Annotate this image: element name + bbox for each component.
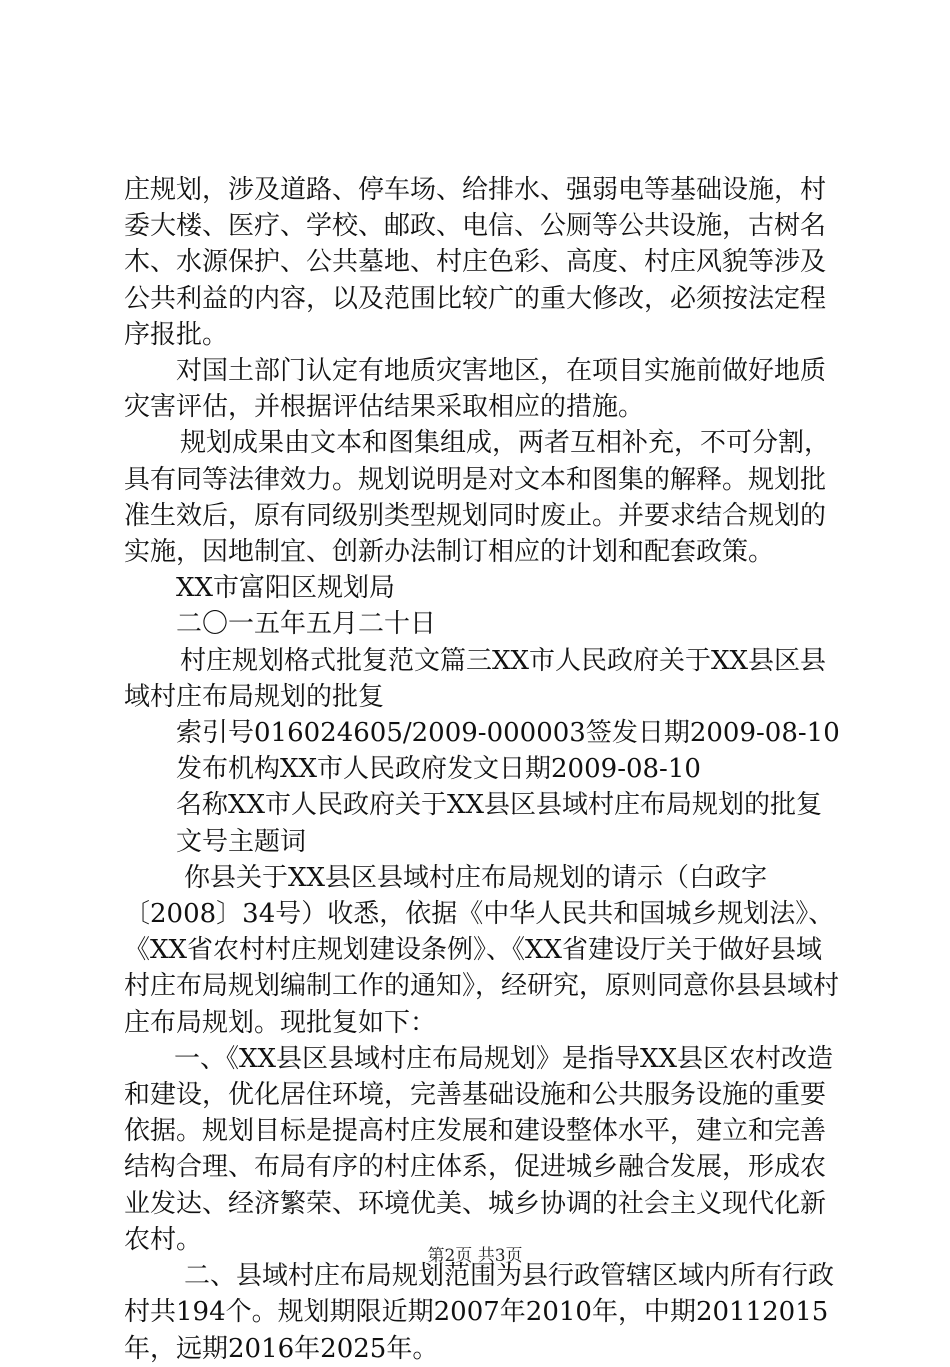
document-number-line: 文号主题词 [176, 826, 307, 857]
page-number-footer: 第2页 共3页 [427, 1246, 523, 1266]
paragraph-item-two: 二、县域村庄布局规划范围为县行政管辖区域内所有行政村共194个。规划期限近期2007年2010年，中期20112015年，远期2016年2025年。 [124, 1261, 835, 1364]
paragraph-planning-approval: 庄规划，涉及道路、停车场、给排水、强弱电等基础设施，村委大楼、医疗、学校、邮政、电信、公厕等公共设施，古树名木、水源保护、公共墓地、村庄色彩、高度、村庄风貌等涉及公共利益的内容，以及范围比较广的重大修改，必须按法定程序报批。 [124, 175, 827, 350]
document-body [124, 172, 844, 1367]
paragraph-item-one: 一、《XX县区县域村庄布局规划》是指导XX县区农村改造和建设，优化居住环境，完善基础设施和公共服务设施的重要依据。规划目标是提高村庄发展和建设整体水平，建立和完善结构合理、布局有序的村庄体系，促进城乡融合发展，形成农业发达、经济繁荣、环境优美、城乡协调的社会主义现代化新农村。 [124, 1043, 834, 1255]
paragraph-planning-results: 规划成果由文本和图集组成，两者互相补充，不可分割，具有同等法律效力。规划说明是对文本和图集的解释。规划批准生效后，原有同级别类型规划同时废止。并要求结合规划的实施，因地制宜、创新办法制订相应的计划和配套政策。 [124, 428, 831, 568]
issue-date: 二〇一五年五月二十日 [176, 609, 437, 640]
section-title: 村庄规划格式批复范文篇三XX市人民政府关于XX县区县域村庄布局规划的批复 [124, 645, 827, 712]
index-number-line: 索引号016024605/2009-000003签发日期2009-08-10 [176, 718, 840, 749]
document-name-line: 名称XX市人民政府关于XX县区县域村庄布局规划的批复 [176, 790, 823, 821]
publisher-line: 发布机构XX市人民政府发文日期2009-08-10 [176, 754, 701, 785]
paragraph-geologic-hazard: 对国土部门认定有地质灾害地区，在项目实施前做好地质灾害评估，并根据评估结果采取相应的措施。 [124, 356, 827, 423]
issuer-name: XX市富阳区规划局 [176, 573, 396, 604]
paragraph-request-reply: 你县关于XX县区县域村庄布局规划的请示（白政字〔2008〕34号）收悉，依据《中华人民共和国城乡规划法》、《XX省农村村庄规划建设条例》、《XX省建设厅关于做好县域村庄布局规划编制工作的通知》，经研究，原则同意你县县域村庄布局规划。现批复如下： [124, 862, 840, 1038]
